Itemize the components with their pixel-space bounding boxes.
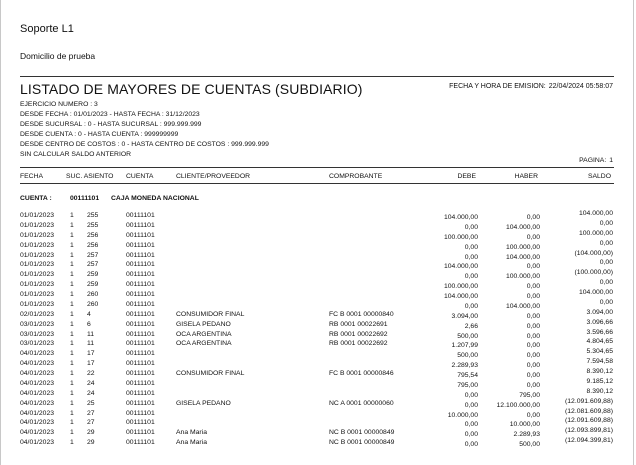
row-cuenta: 00111101 xyxy=(126,429,155,437)
row-sucursal: 1 xyxy=(70,261,74,269)
table-row xyxy=(1,251,635,261)
row-saldo: 104.000,00 xyxy=(578,289,613,296)
table-row xyxy=(1,260,635,270)
row-haber: 0,00 xyxy=(526,263,540,271)
row-asiento: 29 xyxy=(87,429,95,437)
row-haber: 500,00 xyxy=(519,441,540,449)
row-sucursal: 1 xyxy=(70,281,74,289)
row-sucursal: 1 xyxy=(70,291,74,298)
row-fecha: 01/01/2023 xyxy=(20,212,55,219)
row-fecha: 04/01/2023 xyxy=(20,409,55,417)
row-fecha: 01/01/2023 xyxy=(20,241,55,249)
column-header-debe: DEBE xyxy=(457,173,476,180)
row-sucursal: 1 xyxy=(70,409,74,417)
row-cuenta: 00111101 xyxy=(126,281,155,289)
row-saldo: (12.091.609,88) xyxy=(565,397,613,405)
row-fecha: 04/01/2023 xyxy=(20,350,55,358)
row-asiento: 22 xyxy=(87,370,95,377)
row-saldo: 3.096,66 xyxy=(586,318,613,326)
filter-fecha: DESDE FECHA : 01/01/2023 - HASTA FECHA : 31/12/2023 xyxy=(20,110,200,118)
table-row xyxy=(1,349,635,359)
row-fecha: 04/01/2023 xyxy=(20,399,55,407)
row-fecha: 01/01/2023 xyxy=(20,251,55,259)
row-debe: 500,00 xyxy=(457,352,478,360)
column-header-top-rule xyxy=(20,167,614,168)
row-debe: 1.207,99 xyxy=(451,342,478,350)
row-debe: 0,00 xyxy=(464,431,478,439)
row-debe: 0,00 xyxy=(464,391,478,399)
filter-cuenta: DESDE CUENTA : 0 - HASTA CUENTA : 999999999 xyxy=(20,130,179,138)
row-fecha: 01/01/2023 xyxy=(20,271,55,279)
row-saldo: 3.596,66 xyxy=(586,328,613,336)
row-haber: 0,00 xyxy=(526,312,540,320)
row-fecha: 04/01/2023 xyxy=(20,389,55,397)
row-cliente: Ana Maria xyxy=(176,429,207,437)
row-cuenta: 00111101 xyxy=(126,439,155,447)
row-cuenta: 00111101 xyxy=(126,251,155,259)
row-haber: 795,00 xyxy=(519,391,540,399)
row-asiento: 257 xyxy=(87,251,99,259)
row-haber: 0,00 xyxy=(526,411,540,419)
row-saldo: (104.000,00) xyxy=(574,249,613,257)
company-name: Soporte L1 xyxy=(20,23,74,35)
row-saldo: 100.000,00 xyxy=(578,229,613,237)
row-sucursal: 1 xyxy=(70,429,74,437)
row-saldo: (12.081.609,88) xyxy=(565,407,613,415)
row-cuenta: 00111101 xyxy=(126,389,155,397)
table-row xyxy=(1,231,635,241)
row-asiento: 17 xyxy=(87,350,95,358)
row-comprobante: NC B 0001 00000849 xyxy=(329,429,395,437)
table-row xyxy=(1,399,635,409)
row-debe: 0,00 xyxy=(464,253,478,261)
row-asiento: 257 xyxy=(87,261,99,269)
row-debe: 0,00 xyxy=(464,421,478,429)
table-row xyxy=(1,359,635,369)
row-debe: 0,00 xyxy=(464,243,478,251)
row-sucursal: 1 xyxy=(70,350,74,358)
table-row xyxy=(1,290,635,300)
row-cuenta: 00111101 xyxy=(126,350,155,358)
row-haber: 2.289,93 xyxy=(513,431,540,439)
row-comprobante: RB 0001 00022692 xyxy=(329,340,388,348)
table-row xyxy=(1,211,635,221)
row-cuenta: 00111101 xyxy=(126,340,155,348)
row-cliente: CONSUMIDOR FINAL xyxy=(176,370,245,377)
row-cliente: CONSUMIDOR FINAL xyxy=(176,310,245,318)
emision-value: 22/04/2024 05:58:07 xyxy=(548,83,613,90)
row-comprobante: FC B 0001 00000846 xyxy=(329,370,394,377)
row-comprobante: FC B 0001 00000840 xyxy=(329,310,394,318)
row-saldo: 3.094,00 xyxy=(586,308,613,316)
row-haber: 104.000,00 xyxy=(505,253,540,261)
row-haber: 0,00 xyxy=(526,233,540,241)
row-fecha: 01/01/2023 xyxy=(20,300,55,308)
row-saldo: (100.000,00) xyxy=(574,269,613,277)
row-cuenta: 00111101 xyxy=(126,360,155,368)
row-haber: 12.100.000,00 xyxy=(496,401,540,409)
ledger-rows xyxy=(1,211,635,448)
row-haber: 0,00 xyxy=(526,362,540,370)
row-saldo: 7.594,58 xyxy=(586,358,613,366)
row-saldo: 5.304,65 xyxy=(586,348,613,356)
row-fecha: 04/01/2023 xyxy=(20,360,55,368)
row-haber: 0,00 xyxy=(526,293,540,300)
row-fecha: 01/01/2023 xyxy=(20,221,55,229)
table-row xyxy=(1,389,635,399)
row-comprobante: RB 0001 00022691 xyxy=(329,320,388,328)
row-haber: 0,00 xyxy=(526,283,540,291)
row-saldo: (12.091.609,88) xyxy=(565,417,613,425)
row-haber: 100.000,00 xyxy=(505,273,540,281)
row-comprobante: RB 0001 00022692 xyxy=(329,330,388,338)
row-saldo: 8.390,12 xyxy=(586,368,613,375)
page-number xyxy=(576,157,613,164)
row-haber: 0,00 xyxy=(526,342,540,350)
row-haber: 0,00 xyxy=(526,381,540,389)
report-filters xyxy=(20,100,269,159)
row-debe: 0,00 xyxy=(464,441,478,449)
row-debe: 100.000,00 xyxy=(443,283,478,291)
row-asiento: 27 xyxy=(87,409,95,417)
table-row xyxy=(1,330,635,340)
row-haber: 100.000,00 xyxy=(505,243,540,251)
row-cuenta: 00111101 xyxy=(126,419,155,427)
row-sucursal: 1 xyxy=(70,439,74,447)
row-asiento: 27 xyxy=(87,419,95,427)
row-cuenta: 00111101 xyxy=(126,370,155,377)
row-cuenta: 00111101 xyxy=(126,320,155,328)
row-sucursal: 1 xyxy=(70,320,74,328)
table-row xyxy=(1,221,635,231)
row-asiento: 256 xyxy=(87,241,99,249)
row-fecha: 01/01/2023 xyxy=(20,281,55,289)
row-saldo: 0,00 xyxy=(599,239,613,247)
cuenta-number: 00111101 xyxy=(70,195,100,202)
table-row xyxy=(1,270,635,280)
row-asiento: 259 xyxy=(87,281,99,289)
row-saldo: 8.390,12 xyxy=(586,387,613,395)
table-row xyxy=(1,369,635,379)
page-number-label: PAGINA: xyxy=(579,157,607,164)
row-saldo: 0,00 xyxy=(599,219,613,227)
company-address: Domicilio de prueba xyxy=(20,51,96,61)
row-haber: 10.000,00 xyxy=(509,421,540,429)
column-header-cuenta: CUENTA xyxy=(126,173,154,180)
column-header-bottom-rule xyxy=(20,183,614,184)
row-cuenta: 00111101 xyxy=(126,261,155,269)
column-header-suc-asiento: SUC. ASIENTO xyxy=(66,173,114,180)
row-sucursal: 1 xyxy=(70,419,74,427)
row-cliente: OCA ARGENTINA xyxy=(176,340,232,348)
row-cuenta: 00111101 xyxy=(126,291,155,298)
row-cuenta: 00111101 xyxy=(126,399,155,407)
row-debe: 104.000,00 xyxy=(443,214,478,221)
row-cuenta: 00111101 xyxy=(126,241,155,249)
table-row xyxy=(1,241,635,251)
row-cuenta: 00111101 xyxy=(126,379,155,387)
row-saldo: 0,00 xyxy=(599,259,613,267)
table-row xyxy=(1,320,635,330)
row-cliente: Ana Maria xyxy=(176,439,207,447)
table-row xyxy=(1,310,635,320)
emision-timestamp xyxy=(446,83,613,90)
row-asiento: 11 xyxy=(87,340,95,348)
row-debe: 2,66 xyxy=(464,322,478,330)
row-asiento: 260 xyxy=(87,291,99,298)
filter-saldo-anterior: SIN CALCULAR SALDO ANTERIOR xyxy=(20,150,132,158)
table-row xyxy=(1,280,635,290)
row-sucursal: 1 xyxy=(70,221,74,229)
row-asiento: 260 xyxy=(87,300,99,308)
row-cliente: GISELA PEDANO xyxy=(176,320,231,328)
row-asiento: 29 xyxy=(87,439,95,447)
row-asiento: 4 xyxy=(87,310,91,318)
row-debe: 100.000,00 xyxy=(443,233,478,241)
row-sucursal: 1 xyxy=(70,340,74,348)
row-cuenta: 00111101 xyxy=(126,221,155,229)
row-asiento: 255 xyxy=(87,221,99,229)
column-header-comprobante: COMPROBANTE xyxy=(329,173,383,180)
row-sucursal: 1 xyxy=(70,379,74,387)
row-saldo: 0,00 xyxy=(599,279,613,287)
row-debe: 3.094,00 xyxy=(451,312,478,320)
row-saldo: 0,00 xyxy=(599,298,613,306)
row-fecha: 04/01/2023 xyxy=(20,439,55,447)
row-sucursal: 1 xyxy=(70,310,74,318)
row-fecha: 03/01/2023 xyxy=(20,320,55,328)
row-haber: 104.000,00 xyxy=(505,302,540,310)
row-fecha: 04/01/2023 xyxy=(20,379,55,387)
row-fecha: 01/01/2023 xyxy=(20,261,55,269)
row-saldo: (12.093.899,81) xyxy=(565,427,613,435)
row-debe: 2.289,93 xyxy=(451,362,478,370)
row-asiento: 17 xyxy=(87,360,95,368)
row-saldo: 4.804,65 xyxy=(586,338,613,346)
row-debe: 0,00 xyxy=(464,302,478,310)
row-sucursal: 1 xyxy=(70,251,74,259)
row-asiento: 24 xyxy=(87,389,95,397)
row-fecha: 04/01/2023 xyxy=(20,370,55,377)
row-cuenta: 00111101 xyxy=(126,231,155,239)
row-cuenta: 00111101 xyxy=(126,300,155,308)
cuenta-name: CAJA MONEDA NACIONAL xyxy=(111,195,199,202)
column-header-fecha: FECHA xyxy=(20,173,44,180)
row-cuenta: 00111101 xyxy=(126,409,155,417)
row-debe: 795,54 xyxy=(457,372,478,379)
row-asiento: 259 xyxy=(87,271,99,279)
table-row xyxy=(1,339,635,349)
row-comprobante: NC A 0001 00000060 xyxy=(329,399,394,407)
row-asiento: 24 xyxy=(87,379,95,387)
emision-label: FECHA Y HORA DE EMISION: xyxy=(449,83,546,90)
filter-centro-costos: DESDE CENTRO DE COSTOS : 0 - HASTA CENTRO DE COSTOS : 999.999.999 xyxy=(20,140,269,148)
row-cliente: GISELA PEDANO xyxy=(176,399,231,407)
row-fecha: 01/01/2023 xyxy=(20,291,55,298)
row-cuenta: 00111101 xyxy=(126,330,155,338)
filter-ejercicio: EJERCICIO NUMERO : 3 xyxy=(20,101,98,108)
row-fecha: 01/01/2023 xyxy=(20,231,55,239)
row-haber: 104.000,00 xyxy=(505,223,540,231)
row-debe: 500,00 xyxy=(457,332,478,340)
report-title: LISTADO DE MAYORES DE CUENTAS (SUBDIARIO) xyxy=(20,81,363,97)
row-debe: 0,00 xyxy=(464,273,478,281)
column-header-cliente: CLIENTE/PROVEEDOR xyxy=(176,173,251,180)
row-saldo: (12.094.399,81) xyxy=(565,437,613,445)
row-fecha: 03/01/2023 xyxy=(20,340,55,348)
table-row xyxy=(1,418,635,428)
row-fecha: 04/01/2023 xyxy=(20,419,55,427)
row-sucursal: 1 xyxy=(70,241,74,249)
row-fecha: 04/01/2023 xyxy=(20,429,55,437)
row-sucursal: 1 xyxy=(70,389,74,397)
row-debe: 104.000,00 xyxy=(443,293,478,300)
row-fecha: 02/01/2023 xyxy=(20,310,55,318)
row-debe: 10.000,00 xyxy=(447,411,478,419)
row-sucursal: 1 xyxy=(70,370,74,377)
row-haber: 0,00 xyxy=(526,322,540,330)
row-fecha: 03/01/2023 xyxy=(20,330,55,338)
filter-sucursal: DESDE SUCURSAL : 0 - HASTA SUCURSAL : 999.999.999 xyxy=(20,120,202,128)
header-divider xyxy=(20,76,614,77)
row-cuenta: 00111101 xyxy=(126,212,155,219)
row-sucursal: 1 xyxy=(70,271,74,279)
row-haber: 0,00 xyxy=(526,214,540,221)
row-sucursal: 1 xyxy=(70,212,74,219)
row-sucursal: 1 xyxy=(70,300,74,308)
row-debe: 795,00 xyxy=(457,381,478,389)
row-cuenta: 00111101 xyxy=(126,271,155,279)
column-header-haber: HABER xyxy=(514,173,538,180)
column-header-saldo: SALDO xyxy=(587,173,611,180)
row-haber: 0,00 xyxy=(526,372,540,379)
row-haber: 0,00 xyxy=(526,332,540,340)
cuenta-label: CUENTA : xyxy=(20,195,52,202)
row-sucursal: 1 xyxy=(70,330,74,338)
table-row xyxy=(1,428,635,438)
row-asiento: 11 xyxy=(87,330,95,338)
row-debe: 104.000,00 xyxy=(443,263,478,271)
table-row xyxy=(1,438,635,448)
row-saldo: 104.000,00 xyxy=(578,210,613,217)
table-row xyxy=(1,409,635,419)
row-sucursal: 1 xyxy=(70,360,74,368)
table-row xyxy=(1,379,635,389)
row-comprobante: NC B 0001 00000849 xyxy=(329,439,395,447)
row-asiento: 25 xyxy=(87,399,95,407)
row-sucursal: 1 xyxy=(70,399,74,407)
table-row xyxy=(1,300,635,310)
row-debe: 0,00 xyxy=(464,401,478,409)
row-saldo: 9.185,12 xyxy=(586,377,613,385)
row-sucursal: 1 xyxy=(70,231,74,239)
page-number-value: 1 xyxy=(609,157,613,164)
row-asiento: 6 xyxy=(87,320,91,328)
row-cuenta: 00111101 xyxy=(126,310,155,318)
row-haber: 0,00 xyxy=(526,352,540,360)
row-cliente: OCA ARGENTINA xyxy=(176,330,232,338)
row-debe: 0,00 xyxy=(464,223,478,231)
row-asiento: 256 xyxy=(87,231,99,239)
row-asiento: 255 xyxy=(87,212,99,219)
